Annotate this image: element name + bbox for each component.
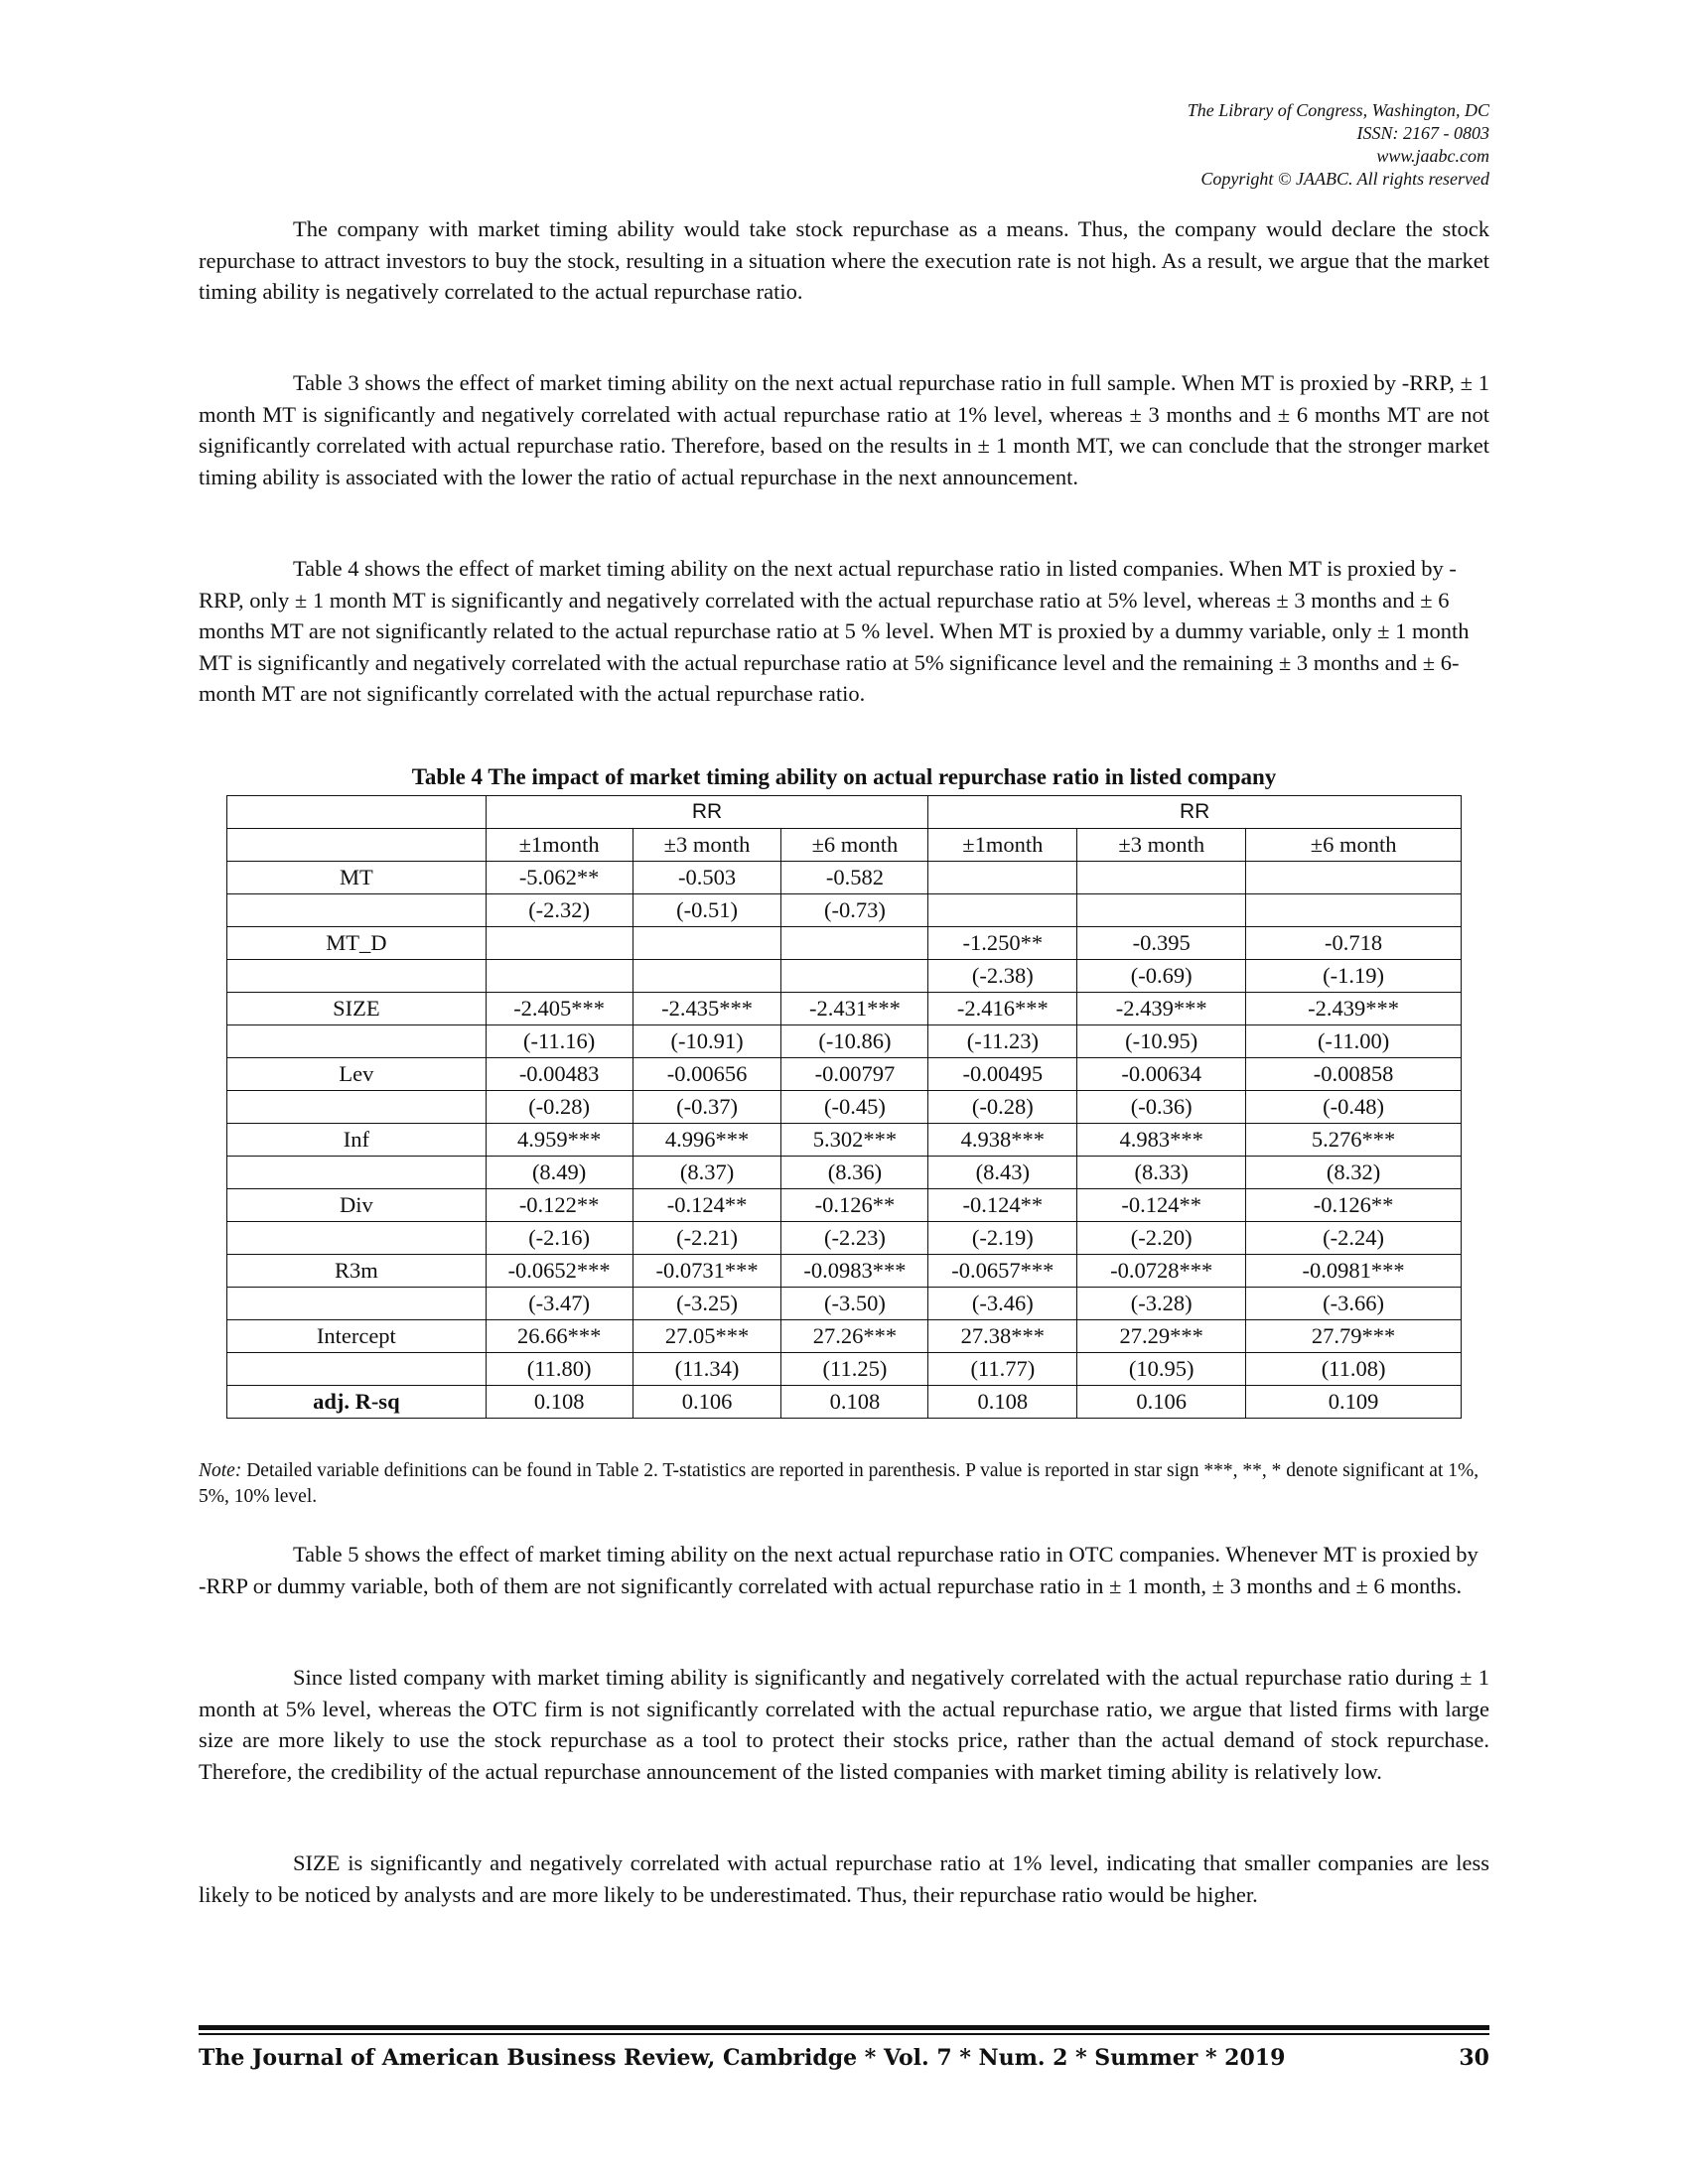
regression-table [226,795,1462,1419]
row-label-cell [227,1222,487,1255]
table-cell: 27.38*** [928,1320,1077,1353]
sub-header-cell: ±6 month [781,829,928,862]
table-cell: -0.00495 [928,1058,1077,1091]
table-cell: -2.431*** [781,993,928,1025]
table-cell: 5.276*** [1246,1124,1462,1157]
table-sub-header-row [227,829,1462,862]
table-cell: (-3.50) [781,1288,928,1320]
row-label-cell [227,1025,487,1058]
row-label-cell [227,960,487,993]
sub-header-cell: ±6 month [1246,829,1462,862]
table-cell: -0.00656 [633,1058,781,1091]
table-cell: -0.126** [1246,1189,1462,1222]
table-cell: -0.126** [781,1189,928,1222]
table-cell: (8.37) [633,1157,781,1189]
table-row [227,1255,1462,1288]
journal-footer [199,2043,1489,2073]
table-row [227,862,1462,894]
table-cell: 0.108 [928,1386,1077,1419]
table-cell: (-3.66) [1246,1288,1462,1320]
table-cell: (8.43) [928,1157,1077,1189]
table-cell: (-3.46) [928,1288,1077,1320]
table-blank-header-cell [227,829,487,862]
table-row [227,894,1462,927]
table-cell [1077,894,1246,927]
table-row [227,993,1462,1025]
table-row [227,927,1462,960]
sub-header-cell: ±3 month [633,829,781,862]
footer-rule-thin [199,2033,1489,2035]
paragraph-table3-discussion: Table 3 shows the effect of market timing ability on the next actual repurchase ratio in full sample. When MT is proxied by -RRP, ± 1 month MT is significantly and negatively correlated with actual repurchase ratio at 1% level, whereas ± 3 months and ± 6 months MT are not significantly correlated with actual repurchase ratio. Therefore, based on the results in ± 1 month MT, we can conclude that the stronger market timing ability is associated with the lower the ratio of actual repurchase in the next announcement. [199,370,1489,489]
table-cell: (-10.86) [781,1025,928,1058]
table-cell: (-0.73) [781,894,928,927]
table-cell: -2.416*** [928,993,1077,1025]
note-text: Detailed variable definitions can be found in Table 2. T-statistics are reported in parenthesis. P value is reported in star sign ***, **, * denote significant at 1%, 5%, 10% level. [199,1460,1479,1507]
table-cell [781,960,928,993]
row-label-cell [227,1091,487,1124]
table-cell: (-0.51) [633,894,781,927]
table-cell: (-0.36) [1077,1091,1246,1124]
table-cell: (-1.19) [1246,960,1462,993]
table-cell: (-2.24) [1246,1222,1462,1255]
paragraph-market-timing-intro: The company with market timing ability would take stock repurchase as a means. Thus, the company would declare the stock repurchase to attract investors to buy the stock, resulting in a situation where the execution rate is not high. As a result, we argue that the market timing ability is negatively correlated to the actual repurchase ratio. [199,216,1489,304]
table-cell: 0.108 [781,1386,928,1419]
table-cell: 4.938*** [928,1124,1077,1157]
table-cell: (-3.47) [486,1288,633,1320]
table-row [227,1058,1462,1091]
table-row [227,1386,1462,1419]
table-cell: (-3.28) [1077,1288,1246,1320]
table-cell: (-2.32) [486,894,633,927]
table-cell [781,927,928,960]
footer-rule-thick [199,2025,1489,2030]
header-line-library: The Library of Congress, Washington, DC [1187,100,1489,120]
table-row [227,1025,1462,1058]
page-number: 30 [1459,2045,1489,2071]
table-cell: (-0.48) [1246,1091,1462,1124]
table-cell: -2.439*** [1246,993,1462,1025]
journal-header [993,99,1489,191]
table-cell: 27.29*** [1077,1320,1246,1353]
table-cell: -0.00483 [486,1058,633,1091]
row-label-cell [227,1157,487,1189]
table-cell [928,894,1077,927]
row-label-cell: Intercept [227,1320,487,1353]
table-cell: -0.00634 [1077,1058,1246,1091]
table-cell: (11.80) [486,1353,633,1386]
table-cell [1246,862,1462,894]
table-cell: (-11.23) [928,1025,1077,1058]
table-cell [1246,894,1462,927]
table-cell: -0.0657*** [928,1255,1077,1288]
table-cell: -0.00858 [1246,1058,1462,1091]
table-cell: -0.0652*** [486,1255,633,1288]
paragraph-listed-vs-otc: Since listed company with market timing ability is significantly and negatively correlated with the actual repurchase ratio during ± 1 month at 5% level, whereas the OTC firm is not significantly correlated with the actual repurchase ratio, we argue that listed firms with large size are more likely to use the stock repurchase as a tool to protect their stocks price, rather than the actual demand of stock repurchase. Therefore, the credibility of the actual repurchase announcement of the listed companies with market timing ability is relatively low. [199,1665,1489,1784]
table-row [227,1157,1462,1189]
table-cell: 27.05*** [633,1320,781,1353]
table-cell: (-2.23) [781,1222,928,1255]
table-cell: 0.106 [633,1386,781,1419]
table-cell: -2.439*** [1077,993,1246,1025]
table-cell: (11.08) [1246,1353,1462,1386]
table-row [227,1222,1462,1255]
table-cell: (8.33) [1077,1157,1246,1189]
table-cell: (-2.19) [928,1222,1077,1255]
table-cell: -2.435*** [633,993,781,1025]
note-label: Note: [199,1460,242,1481]
table-cell: -0.395 [1077,927,1246,960]
row-label-cell: R3m [227,1255,487,1288]
table-cell: -0.124** [633,1189,781,1222]
row-label-cell: MT_D [227,927,487,960]
table-cell: 27.26*** [781,1320,928,1353]
table-cell [1077,862,1246,894]
header-line-copyright: Copyright © JAABC. All rights reserved [1200,169,1489,189]
paragraph-size-effect: SIZE is significantly and negatively correlated with actual repurchase ratio at 1% level, indicating that smaller companies are less likely to be noticed by analysts and are more likely to be underestimated. Thus, their repurchase ratio would be higher. [199,1850,1489,1907]
table-cell: -0.0728*** [1077,1255,1246,1288]
table-cell: (-11.16) [486,1025,633,1058]
row-label-cell [227,1288,487,1320]
group-header-rr-mt: RR [486,796,928,829]
table-cell: -0.0731*** [633,1255,781,1288]
table-row [227,1353,1462,1386]
row-label-cell: Inf [227,1124,487,1157]
table-row [227,960,1462,993]
table-cell: 4.983*** [1077,1124,1246,1157]
sub-header-cell: ±1month [486,829,633,862]
table-cell: (-2.21) [633,1222,781,1255]
footer-journal-info: The Journal of American Business Review, Cambridge * Vol. 7 * Num. 2 * Summer * 2019 [199,2045,1286,2071]
row-label-cell [227,1353,487,1386]
table-cell: (-2.16) [486,1222,633,1255]
table-cell [633,927,781,960]
table-cell: (-11.00) [1246,1025,1462,1058]
table-cell [928,862,1077,894]
table-cell: -0.582 [781,862,928,894]
table-title: Table 4 The impact of market timing ability on actual repurchase ratio in listed company [411,764,1277,789]
header-line-issn: ISSN: 2167 - 0803 [1356,123,1489,143]
table-row [227,1189,1462,1222]
table-corner-cell [227,796,487,829]
table-cell: (-10.91) [633,1025,781,1058]
table-group-header-row [227,796,1462,829]
table-cell: (-3.25) [633,1288,781,1320]
table-cell: -5.062** [486,862,633,894]
table-cell: 0.106 [1077,1386,1246,1419]
table-cell: (-2.38) [928,960,1077,993]
table-cell: -0.124** [1077,1189,1246,1222]
table-cell: (8.49) [486,1157,633,1189]
table-row [227,1124,1462,1157]
row-label-cell: adj. R-sq [227,1386,487,1419]
row-label-cell: Div [227,1189,487,1222]
table-cell: -0.124** [928,1189,1077,1222]
table-cell: -0.00797 [781,1058,928,1091]
row-label-cell: MT [227,862,487,894]
table-cell: -0.0981*** [1246,1255,1462,1288]
table-cell [486,927,633,960]
table-cell: 0.108 [486,1386,633,1419]
table-cell: (-10.95) [1077,1025,1246,1058]
table-cell: (10.95) [1077,1353,1246,1386]
table-cell [486,960,633,993]
table-row [227,1288,1462,1320]
row-label-cell [227,894,487,927]
header-line-website: www.jaabc.com [1376,146,1489,166]
table-cell: -0.0983*** [781,1255,928,1288]
table-cell: (11.34) [633,1353,781,1386]
paragraph-table4-discussion: Table 4 shows the effect of market timing ability on the next actual repurchase ratio in listed companies. When MT is proxied by -RRP, only ± 1 month MT is significantly and negatively correlated with the actual repurchase ratio at 5% level, whereas ± 3 months and ± 6 months MT are not significantly related to the actual repurchase ratio at 5 % level. When MT is proxied by a dummy variable, only ± 1 month MT is significantly and negatively correlated with the actual repurchase ratio at 5% significance level and the remaining ± 3 months and ± 6-month MT are not significantly correlated with the actual repurchase ratio. [199,556,1470,706]
table-cell: (-0.37) [633,1091,781,1124]
table-cell: 0.109 [1246,1386,1462,1419]
table-cell: 27.79*** [1246,1320,1462,1353]
table-cell: -2.405*** [486,993,633,1025]
table-cell: (11.77) [928,1353,1077,1386]
table-cell: (8.32) [1246,1157,1462,1189]
table-cell: (11.25) [781,1353,928,1386]
table-cell: (-0.28) [928,1091,1077,1124]
table-row [227,1320,1462,1353]
table-cell: 4.959*** [486,1124,633,1157]
table-note [199,1458,1489,1510]
row-label-cell: Lev [227,1058,487,1091]
table-cell: -0.718 [1246,927,1462,960]
table-cell: (8.36) [781,1157,928,1189]
table-cell: -0.503 [633,862,781,894]
group-header-rr-mtd: RR [928,796,1462,829]
sub-header-cell: ±3 month [1077,829,1246,862]
table-cell: (-2.20) [1077,1222,1246,1255]
table-cell: 26.66*** [486,1320,633,1353]
table-cell: (-0.69) [1077,960,1246,993]
table-cell: -0.122** [486,1189,633,1222]
paragraph-table5-discussion: Table 5 shows the effect of market timing ability on the next actual repurchase ratio in OTC companies. Whenever MT is proxied by -RRP or dummy variable, both of them are not significantly correlated with actual repurchase ratio in ± 1 month, ± 3 months and ± 6 months. [199,1542,1478,1598]
table-cell: (-0.45) [781,1091,928,1124]
row-label-cell: SIZE [227,993,487,1025]
table-cell: -1.250** [928,927,1077,960]
sub-header-cell: ±1month [928,829,1077,862]
table-cell: 4.996*** [633,1124,781,1157]
table-cell: 5.302*** [781,1124,928,1157]
table-cell: (-0.28) [486,1091,633,1124]
table-cell [633,960,781,993]
table-row [227,1091,1462,1124]
